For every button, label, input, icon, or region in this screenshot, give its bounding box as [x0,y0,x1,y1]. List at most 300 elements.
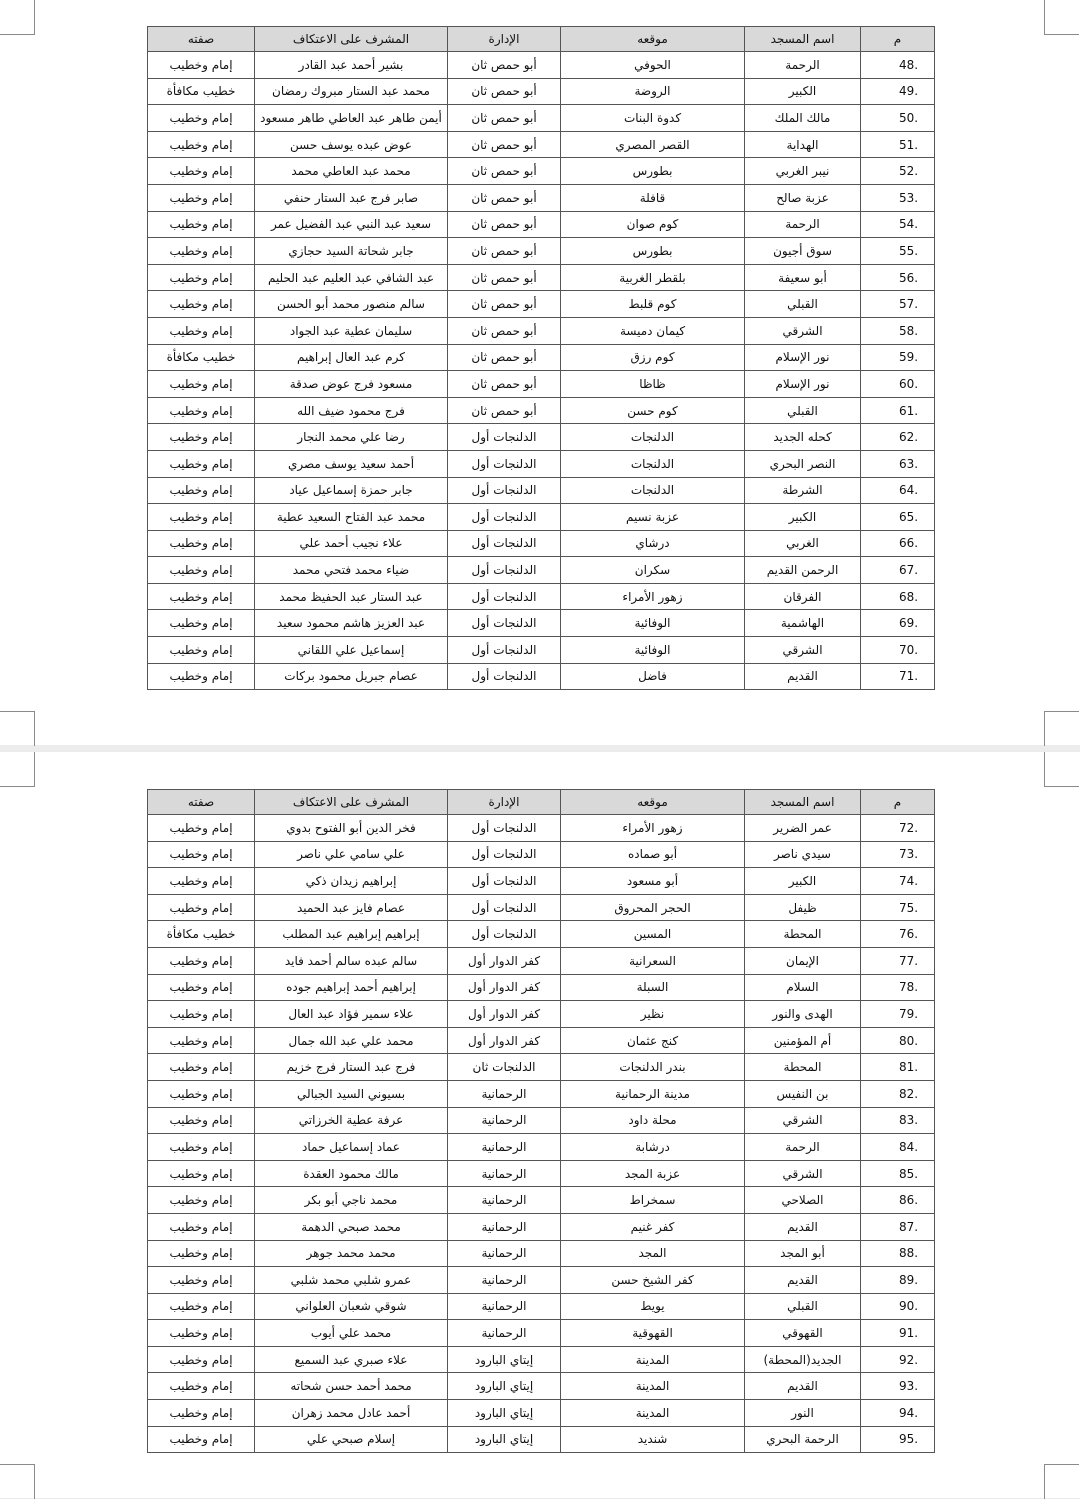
location-cell: السعرانية [561,947,745,974]
supervisor-cell: ضياء محمد فتحي محمد [255,557,448,584]
location-cell: عزبة نسيم [561,504,745,531]
supervisor-cell: سعيد عبد النبي عبد الفضيل عمر [255,211,448,238]
location-cell: الوفائية [561,610,745,637]
supervisor-cell: جابر حمزة إسماعيل عياد [255,477,448,504]
mosque-name-cell: الرحمة [745,211,861,238]
row-number-cell: 50. [861,105,935,132]
table-row [148,450,935,477]
supervisor-cell: كرم عبد العال إبراهيم [255,344,448,371]
administration-cell: إيتاي البارود [448,1400,561,1427]
row-number-cell: 88. [861,1240,935,1267]
administration-cell: إيتاي البارود [448,1373,561,1400]
supervisor-cell: محمد ناجي أبو بكر [255,1187,448,1214]
header-administration: الإدارة [448,27,561,52]
row-number-cell: 53. [861,184,935,211]
location-cell: فاضل [561,663,745,690]
row-number-cell: 60. [861,371,935,398]
row-number-cell: 93. [861,1373,935,1400]
mosques-table [147,26,935,690]
supervisor-cell: إبراهيم إبراهيم عبد المطلب [255,921,448,948]
supervisor-cell: محمد صبحي الدهمة [255,1213,448,1240]
role-cell: إمام وخطيب [148,424,255,451]
supervisor-cell: سالم منصور محمد أبو الحسن [255,291,448,318]
role-cell: إمام وخطيب [148,1187,255,1214]
administration-cell: الرحمانية [448,1107,561,1134]
mosque-name-cell: الشرقي [745,1160,861,1187]
supervisor-cell: شوقي شعبان العلواني [255,1293,448,1320]
row-number-cell: 73. [861,841,935,868]
role-cell: إمام وخطيب [148,557,255,584]
row-number-cell: 79. [861,1001,935,1028]
row-number-cell: 59. [861,344,935,371]
administration-cell: الرحمانية [448,1213,561,1240]
row-number-cell: 57. [861,291,935,318]
mosque-name-cell: الغربي [745,530,861,557]
mosque-name-cell: القديم [745,1267,861,1294]
supervisor-cell: محمد عبد الفتاح السعيد عطية [255,504,448,531]
location-cell: زهور الأمراء [561,815,745,842]
mosque-name-cell: القديم [745,1373,861,1400]
crop-mark [1044,0,1079,35]
role-cell: إمام وخطيب [148,158,255,185]
role-cell: إمام وخطيب [148,238,255,265]
table-row [148,1213,935,1240]
header-num: م [861,27,935,52]
row-number-cell: 91. [861,1320,935,1347]
administration-cell: أبو حمص ثان [448,158,561,185]
administration-cell: الرحمانية [448,1134,561,1161]
location-cell: يويط [561,1293,745,1320]
role-cell: إمام وخطيب [148,583,255,610]
table-row [148,530,935,557]
mosque-name-cell: الرحمة البحري [745,1426,861,1453]
location-cell: كوم صوان [561,211,745,238]
supervisor-cell: أحمد عادل محمد زهران [255,1400,448,1427]
row-number-cell: 63. [861,450,935,477]
role-cell: إمام وخطيب [148,1213,255,1240]
mosque-name-cell: الشرقي [745,317,861,344]
table-row [148,105,935,132]
mosque-name-cell: القبلي [745,1293,861,1320]
supervisor-cell: مالك محمود العقدة [255,1160,448,1187]
role-cell: إمام وخطيب [148,184,255,211]
administration-cell: إيتاي البارود [448,1426,561,1453]
supervisor-cell: فرج محمود ضيف الله [255,397,448,424]
table-row [148,1027,935,1054]
row-number-cell: 48. [861,52,935,79]
table-row [148,1107,935,1134]
mosque-name-cell: الكبير [745,868,861,895]
administration-cell: الرحمانية [448,1293,561,1320]
table-row [148,291,935,318]
role-cell: إمام وخطيب [148,397,255,424]
mosque-name-cell: مالك الملك [745,105,861,132]
administration-cell: أبو حمص ثان [448,105,561,132]
row-number-cell: 82. [861,1080,935,1107]
administration-cell: أبو حمص ثان [448,317,561,344]
header-supervisor: المشرف على الاعتكاف [255,790,448,815]
header-role: صفته [148,790,255,815]
supervisor-cell: عوض عبده يوسف حسن [255,131,448,158]
header-location: موقعه [561,27,745,52]
row-number-cell: 80. [861,1027,935,1054]
location-cell: المدينة [561,1346,745,1373]
role-cell: إمام وخطيب [148,1293,255,1320]
table-row [148,424,935,451]
administration-cell: الرحمانية [448,1267,561,1294]
role-cell: إمام وخطيب [148,1080,255,1107]
mosque-name-cell: نور الإسلام [745,371,861,398]
supervisor-cell: جابر شحاتة السيد حجازي [255,238,448,265]
table-row [148,1054,935,1081]
role-cell: إمام وخطيب [148,974,255,1001]
role-cell: إمام وخطيب [148,1400,255,1427]
supervisor-cell: محمد عبد العاطي محمد [255,158,448,185]
role-cell: إمام وخطيب [148,317,255,344]
location-cell: عزبة المجد [561,1160,745,1187]
mosque-name-cell: الكبير [745,504,861,531]
header-num: م [861,790,935,815]
location-cell: سمخراط [561,1187,745,1214]
location-cell: السبلة [561,974,745,1001]
row-number-cell: 58. [861,317,935,344]
mosque-name-cell: عزبة صالح [745,184,861,211]
location-cell: كيمان دميسة [561,317,745,344]
row-number-cell: 66. [861,530,935,557]
table-row [148,637,935,664]
administration-cell: أبو حمص ثان [448,291,561,318]
administration-cell: أبو حمص ثان [448,371,561,398]
mosque-name-cell: النور [745,1400,861,1427]
supervisor-cell: أحمد سعيد يوسف مصري [255,450,448,477]
supervisor-cell: بشير أحمد عبد القادر [255,52,448,79]
supervisor-cell: عصام فايز عبد الحميد [255,894,448,921]
role-cell: إمام وخطيب [148,894,255,921]
location-cell: الدلنجات [561,424,745,451]
table-row [148,1267,935,1294]
mosque-name-cell: نيبر الغربي [745,158,861,185]
administration-cell: الدلنجات أول [448,477,561,504]
administration-cell: الرحمانية [448,1240,561,1267]
table-row [148,1346,935,1373]
mosque-name-cell: الجديد(المحطة) [745,1346,861,1373]
administration-cell: الدلنجات أول [448,841,561,868]
crop-mark [1044,1464,1079,1499]
role-cell: إمام وخطيب [148,371,255,398]
role-cell: إمام وخطيب [148,1054,255,1081]
administration-cell: الدلنجات أول [448,450,561,477]
row-number-cell: 81. [861,1054,935,1081]
table-row [148,815,935,842]
row-number-cell: 74. [861,868,935,895]
mosque-name-cell: المحطة [745,1054,861,1081]
location-cell: المدينة [561,1400,745,1427]
supervisor-cell: فخر الدين أبو الفتوح بدوي [255,815,448,842]
administration-cell: الرحمانية [448,1187,561,1214]
table-row [148,947,935,974]
mosque-name-cell: القبلي [745,291,861,318]
location-cell: كفر الشيخ حسن [561,1267,745,1294]
administration-cell: الدلنجات أول [448,663,561,690]
mosque-name-cell: الشرقي [745,637,861,664]
role-cell: إمام وخطيب [148,1134,255,1161]
mosque-name-cell: المحطة [745,921,861,948]
role-cell: إمام وخطيب [148,610,255,637]
supervisor-cell: علاء صبري عبد السميع [255,1346,448,1373]
administration-cell: أبو حمص ثان [448,238,561,265]
table-row [148,663,935,690]
row-number-cell: 54. [861,211,935,238]
mosque-name-cell: سوق أجيون [745,238,861,265]
location-cell: المجد [561,1240,745,1267]
table-row [148,1134,935,1161]
row-number-cell: 62. [861,424,935,451]
supervisor-cell: عصام جبريل محمود بركات [255,663,448,690]
supervisor-cell: محمد علي عبد الله جمال [255,1027,448,1054]
administration-cell: أبو حمص ثان [448,211,561,238]
role-cell: إمام وخطيب [148,52,255,79]
supervisor-cell: بسيوني السيد الجبالي [255,1080,448,1107]
mosque-name-cell: القديم [745,663,861,690]
table-row [148,184,935,211]
table-row [148,921,935,948]
administration-cell: إيتاي البارود [448,1346,561,1373]
header-role: صفته [148,27,255,52]
row-number-cell: 65. [861,504,935,531]
supervisor-cell: سالم عبده سالم أحمد فايد [255,947,448,974]
supervisor-cell: محمد محمد جوهر [255,1240,448,1267]
administration-cell: الدلنجات أول [448,610,561,637]
mosque-name-cell: الشرطة [745,477,861,504]
mosque-name-cell: الإيمان [745,947,861,974]
mosque-name-cell: الشرقي [745,1107,861,1134]
mosque-name-cell: الفرقان [745,583,861,610]
table-row [148,78,935,105]
table-header-row [148,790,935,815]
row-number-cell: 86. [861,1187,935,1214]
location-cell: درشابة [561,1134,745,1161]
table-row [148,1400,935,1427]
role-cell: إمام وخطيب [148,815,255,842]
table-row [148,264,935,291]
location-cell: القهوقية [561,1320,745,1347]
header-location: موقعه [561,790,745,815]
crop-mark [1044,752,1079,787]
administration-cell: أبو حمص ثان [448,52,561,79]
role-cell: إمام وخطيب [148,841,255,868]
row-number-cell: 61. [861,397,935,424]
role-cell: خطيب مكافأة [148,78,255,105]
mosque-name-cell: عمر الضرير [745,815,861,842]
mosque-name-cell: السلام [745,974,861,1001]
administration-cell: الدلنجات ثان [448,1054,561,1081]
table-row [148,397,935,424]
table-row [148,1373,935,1400]
table-row [148,52,935,79]
supervisor-cell: سليمان عطية عبد الجواد [255,317,448,344]
role-cell: إمام وخطيب [148,211,255,238]
location-cell: الدلنجات [561,477,745,504]
row-number-cell: 87. [861,1213,935,1240]
mosque-name-cell: الرحمن القديم [745,557,861,584]
table-row [148,841,935,868]
row-number-cell: 90. [861,1293,935,1320]
role-cell: إمام وخطيب [148,1240,255,1267]
supervisor-cell: عبد الستار عبد الحفيظ محمد [255,583,448,610]
location-cell: مدينة الرحمانية [561,1080,745,1107]
table-row [148,1320,935,1347]
role-cell: خطيب مكافأة [148,344,255,371]
role-cell: إمام وخطيب [148,1346,255,1373]
location-cell: الحجر المحروق [561,894,745,921]
row-number-cell: 77. [861,947,935,974]
document-page-2 [0,752,1080,1498]
role-cell: إمام وخطيب [148,477,255,504]
location-cell: كوم قلبط [561,291,745,318]
location-cell: زهور الأمراء [561,583,745,610]
mosque-name-cell: الهاشمية [745,610,861,637]
location-cell: القصر المصري [561,131,745,158]
row-number-cell: 76. [861,921,935,948]
table-row [148,1240,935,1267]
row-number-cell: 89. [861,1267,935,1294]
location-cell: نظير [561,1001,745,1028]
table-row [148,894,935,921]
role-cell: إمام وخطيب [148,131,255,158]
table-row [148,583,935,610]
location-cell: كفر غنيم [561,1213,745,1240]
row-number-cell: 94. [861,1400,935,1427]
row-number-cell: 49. [861,78,935,105]
role-cell: إمام وخطيب [148,947,255,974]
supervisor-cell: إبراهيم زيدان ذكي [255,868,448,895]
location-cell: سكران [561,557,745,584]
table-row [148,211,935,238]
table-row [148,1001,935,1028]
role-cell: إمام وخطيب [148,450,255,477]
supervisor-cell: مسعود فرج عوض صدقة [255,371,448,398]
role-cell: إمام وخطيب [148,1001,255,1028]
supervisor-cell: علاء نجيب أحمد علي [255,530,448,557]
location-cell: الوفائية [561,637,745,664]
table-row [148,974,935,1001]
administration-cell: كفر الدوار أول [448,947,561,974]
supervisor-cell: عماد إسماعيل حماد [255,1134,448,1161]
role-cell: إمام وخطيب [148,1426,255,1453]
mosque-name-cell: أبو سعيفة [745,264,861,291]
location-cell: ظاظا [561,371,745,398]
location-cell: محلة داود [561,1107,745,1134]
row-number-cell: 92. [861,1346,935,1373]
role-cell: إمام وخطيب [148,1107,255,1134]
role-cell: إمام وخطيب [148,530,255,557]
table-row [148,1426,935,1453]
mosque-name-cell: الكبير [745,78,861,105]
row-number-cell: 52. [861,158,935,185]
supervisor-cell: محمد علي أيوب [255,1320,448,1347]
table-row [148,557,935,584]
mosque-name-cell: الصلاحي [745,1187,861,1214]
location-cell: كنج عثمان [561,1027,745,1054]
role-cell: إمام وخطيب [148,1373,255,1400]
table-row [148,477,935,504]
row-number-cell: 85. [861,1160,935,1187]
location-cell: أبو صماده [561,841,745,868]
location-cell: قافلة [561,184,745,211]
location-cell: المدينة [561,1373,745,1400]
supervisor-cell: صابر فرج عبد الستار حنفي [255,184,448,211]
crop-mark [0,711,35,746]
supervisor-cell: علاء سمير فؤاد عبد العال [255,1001,448,1028]
administration-cell: كفر الدوار أول [448,1027,561,1054]
location-cell: بطورس [561,158,745,185]
administration-cell: الرحمانية [448,1080,561,1107]
table-row [148,610,935,637]
administration-cell: الدلنجات أول [448,530,561,557]
role-cell: إمام وخطيب [148,504,255,531]
mosque-name-cell: كحله الجديد [745,424,861,451]
administration-cell: كفر الدوار أول [448,974,561,1001]
administration-cell: أبو حمص ثان [448,131,561,158]
supervisor-cell: إسلام صبحي علي [255,1426,448,1453]
document-page-1 [0,0,1080,745]
mosque-name-cell: أبو المجد [745,1240,861,1267]
table-row [148,158,935,185]
supervisor-cell: محمد أحمد حسن شحاته [255,1373,448,1400]
crop-mark [0,1464,35,1499]
administration-cell: أبو حمص ثان [448,184,561,211]
location-cell: بندر الدلنجات [561,1054,745,1081]
mosque-name-cell: سيدي ناصر [745,841,861,868]
location-cell: درشاي [561,530,745,557]
crop-mark [0,752,35,787]
role-cell: إمام وخطيب [148,1027,255,1054]
location-cell: بلقطر الغربية [561,264,745,291]
supervisor-cell: عبد العزيز هاشم محمود سعيد [255,610,448,637]
supervisor-cell: إسماعيل علي اللقاني [255,637,448,664]
mosque-name-cell: القديم [745,1213,861,1240]
mosque-name-cell: نور الإسلام [745,344,861,371]
supervisor-cell: فرج عبد الستار فرج خزيم [255,1054,448,1081]
administration-cell: أبو حمص ثان [448,344,561,371]
row-number-cell: 83. [861,1107,935,1134]
role-cell: إمام وخطيب [148,1320,255,1347]
role-cell: إمام وخطيب [148,291,255,318]
table-row [148,371,935,398]
role-cell: إمام وخطيب [148,663,255,690]
administration-cell: أبو حمص ثان [448,397,561,424]
administration-cell: الدلنجات أول [448,815,561,842]
location-cell: المسين [561,921,745,948]
table-row [148,238,935,265]
supervisor-cell: محمد عبد الستار مبروك رمضان [255,78,448,105]
table-row [148,317,935,344]
location-cell: كوم حسن [561,397,745,424]
row-number-cell: 95. [861,1426,935,1453]
location-cell: كدوة البنات [561,105,745,132]
supervisor-cell: عبد الشافي عبد العليم عبد الحليم [255,264,448,291]
supervisor-cell: أيمن طاهر عبد العاطي طاهر مسعود [255,105,448,132]
administration-cell: الدلنجات أول [448,424,561,451]
row-number-cell: 72. [861,815,935,842]
location-cell: أبو مسعود [561,868,745,895]
row-number-cell: 68. [861,583,935,610]
row-number-cell: 51. [861,131,935,158]
administration-cell: أبو حمص ثان [448,264,561,291]
supervisor-cell: عرفة عطية الخرزاتي [255,1107,448,1134]
location-cell: الدلنجات [561,450,745,477]
mosque-name-cell: ظيفل [745,894,861,921]
